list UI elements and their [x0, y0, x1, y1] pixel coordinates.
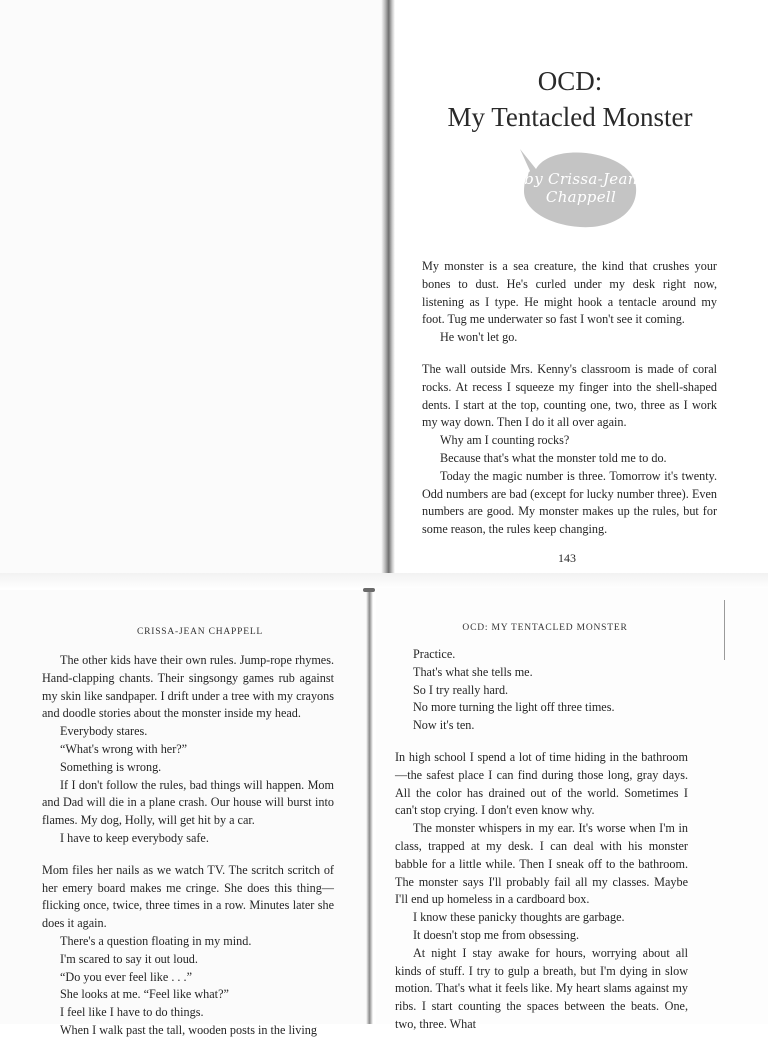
paragraph: Everybody stares. [60, 724, 148, 739]
paragraph: Mom files her nails as we watch TV. The scritch scritch of her emery board makes me cringe. She does this thing—flicking once, twice, three times in a row. Minutes later she does it again. [42, 862, 334, 931]
paragraph: So I try really hard. [413, 682, 509, 697]
page-number: 143 [558, 551, 576, 565]
paragraph: Today the magic number is three. Tomorrow it's twenty. Odd numbers are bad (except for lucky number three). Even numbers are good. My monster makes up the rules, but for some reason, the rules keep changing. [422, 468, 717, 537]
chapter-title-line1: OCD: [537, 66, 603, 96]
paragraph: Practice. [413, 647, 456, 661]
byline-line1: by Crissa-Jean [524, 170, 638, 188]
paragraph: Something is wrong. [60, 759, 162, 774]
paragraph: The monster whispers in my ear. It's worse when I'm in class, trapped at my desk. I can deal with his monster babble for a little while. Then I sneak off to the bathroom. The monster says I'll probably fail all my classes. Maybe I'll end up homeless in a cardboard box. [395, 821, 688, 907]
paragraph: There's a question floating in my mind. [60, 933, 252, 948]
paragraph: When I walk past the tall, wooden posts in the living [60, 1022, 317, 1037]
top-page-body [422, 258, 717, 539]
paragraph: No more turning the light off three times. [413, 700, 615, 715]
paragraph: It doesn't stop me from obsessing. [413, 927, 580, 942]
chapter-title-line2: My Tentacled Monster [447, 102, 693, 132]
paragraph: Because that's what the monster told me to do. [440, 450, 667, 465]
running-head-right: OCD: MY TENTACLED MONSTER [462, 623, 628, 633]
paragraph: I have to keep everybody safe. [60, 830, 209, 845]
byline-line2: Chappell [545, 188, 617, 206]
paragraph: She looks at me. “Feel like what?” [60, 987, 229, 1002]
bottom-right-body [395, 646, 688, 1034]
paragraph: Why am I counting rocks? [440, 433, 570, 448]
spine-notch [363, 588, 375, 592]
page-gap [0, 573, 768, 589]
paragraph: “What's wrong with her?” [60, 741, 188, 756]
paragraph: That's what she tells me. [413, 664, 533, 679]
paragraph: My monster is a sea creature, the kind that crushes your bones to dust. He's curled under my desk right now, listening as I type. He might hook a tentacle around my foot. Tug me underwater so fast I won't see it coming. [422, 259, 717, 327]
byline [514, 170, 648, 206]
paragraph: He won't let go. [440, 330, 518, 345]
top-left-blank-page [0, 0, 383, 573]
book-spine-top [381, 0, 395, 573]
bottom-left-body [42, 652, 334, 1040]
running-head-left: CRISSA-JEAN CHAPPELL [136, 627, 264, 637]
paragraph: “Do you ever feel like . . .” [60, 969, 192, 984]
paragraph: At night I stay awake for hours, worrying about all kinds of stuff. I try to gulp a breath, but I'm dying in slow motion. That's what it feels like. My heart slams against my ribs. I start counting the spaces between the beats. One, two, three. What [395, 945, 688, 1031]
paragraph: In high school I spend a lot of time hiding in the bathroom—the safest place I can find during those long, gray days. All the color has drained out of the world. Sometimes I can't stop crying. I don't even know why. [395, 749, 688, 818]
paragraph: I know these panicky thoughts are garbage. [413, 910, 625, 925]
paragraph: If I don't follow the rules, bad things will happen. Mom and Dad will die in a plane crash. Our house will burst into flames. My dog, Holly, will get hit by a car. [42, 777, 334, 828]
paragraph: Now it's ten. [413, 718, 475, 733]
paragraph: The other kids have their own rules. Jump-rope rhymes. Hand-clapping chants. Their singsongy games rub against my skin like sandpaper. I drift under a tree with my crayons and doodle stories about the monster inside my head. [42, 653, 334, 721]
paragraph: I'm scared to say it out loud. [60, 951, 198, 966]
paragraph: The wall outside Mrs. Kenny's classroom is made of coral rocks. At recess I squeeze my finger into the shell-shaped dents. I start at the top, counting one, two, three as I work my way down. Then I do it all over again. [422, 361, 717, 430]
paragraph: I feel like I have to do things. [60, 1005, 204, 1020]
book-spine-bottom [366, 590, 373, 1024]
page-edge-mark [724, 600, 725, 660]
